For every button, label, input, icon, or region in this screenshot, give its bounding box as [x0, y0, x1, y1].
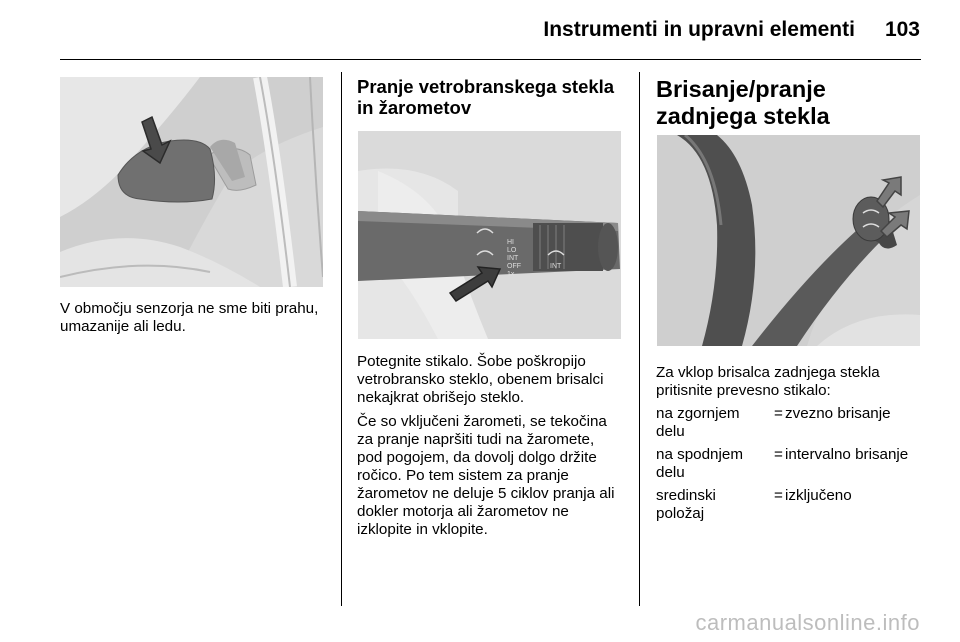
section-title: Instrumenti in upravni elementi: [543, 18, 855, 41]
lever-label-int: INT: [507, 255, 519, 262]
sensor-caption: V območju senzorja ne sme biti prahu, umazanije ali ledu.: [60, 300, 319, 335]
column-2: [357, 76, 625, 118]
lever-illustration: [358, 131, 621, 339]
column-3-text: [656, 364, 924, 528]
lever-label-int-rear: INT: [550, 263, 562, 270]
lever-label-off: OFF: [507, 263, 521, 270]
position-term: sredinski položaj: [656, 487, 716, 522]
position-separator: =: [774, 405, 783, 422]
lever-label-lo: LO: [507, 247, 517, 254]
position-separator: =: [774, 446, 783, 463]
position-term: na spodnjem delu: [656, 446, 743, 481]
column-3: [656, 76, 921, 130]
washer-heading: Pranje vetrobranskega stekla in žarometov: [357, 76, 615, 118]
column-2-text: [357, 353, 623, 539]
position-description: zvezno brisanje: [785, 405, 891, 422]
position-description: izključeno: [785, 487, 852, 504]
washer-paragraph-1: Potegnite stikalo. Šobe poškropijo vetrobransko steklo, obenem brisalci nekajkrat obrišejo steklo.: [357, 353, 604, 406]
page-header: [543, 18, 920, 52]
lever-label-1x: 1x: [507, 271, 515, 278]
position-term: na zgornjem delu: [656, 405, 740, 440]
rear-wiper-heading: Brisanje/pranje zadnjega stekla: [656, 76, 830, 129]
table-row: [656, 446, 924, 487]
washer-paragraph-2: Če so vključeni žarometi, se tekočina za pranje napršiti tudi na žaromete, pod pogojem, da dovolj dolgo držite ročico. Po tem sistem za pranje žarometov ne deluje 5 ciklov pranja ali dokler motorja ali žarometov ne izklopite in vklopite.: [357, 413, 615, 538]
column-1: [60, 300, 322, 336]
rear-wiper-illustration: [657, 135, 920, 346]
position-separator: =: [774, 487, 783, 504]
header-rule: [60, 59, 921, 60]
lever-label-hi: HI: [507, 239, 514, 246]
column-divider-2: [639, 72, 640, 606]
column-divider-1: [341, 72, 342, 606]
watermark: carmanualsonline.info: [695, 610, 920, 635]
position-description: intervalno brisanje: [785, 446, 909, 463]
rear-wiper-positions-table: [656, 405, 924, 528]
table-row: [656, 405, 924, 446]
sensor-illustration: [60, 77, 323, 287]
table-row: [656, 487, 924, 528]
rear-wiper-intro: Za vklop brisalca zadnjega stekla pritisnite prevesno stikalo:: [656, 364, 880, 399]
page-number: 103: [884, 18, 920, 41]
